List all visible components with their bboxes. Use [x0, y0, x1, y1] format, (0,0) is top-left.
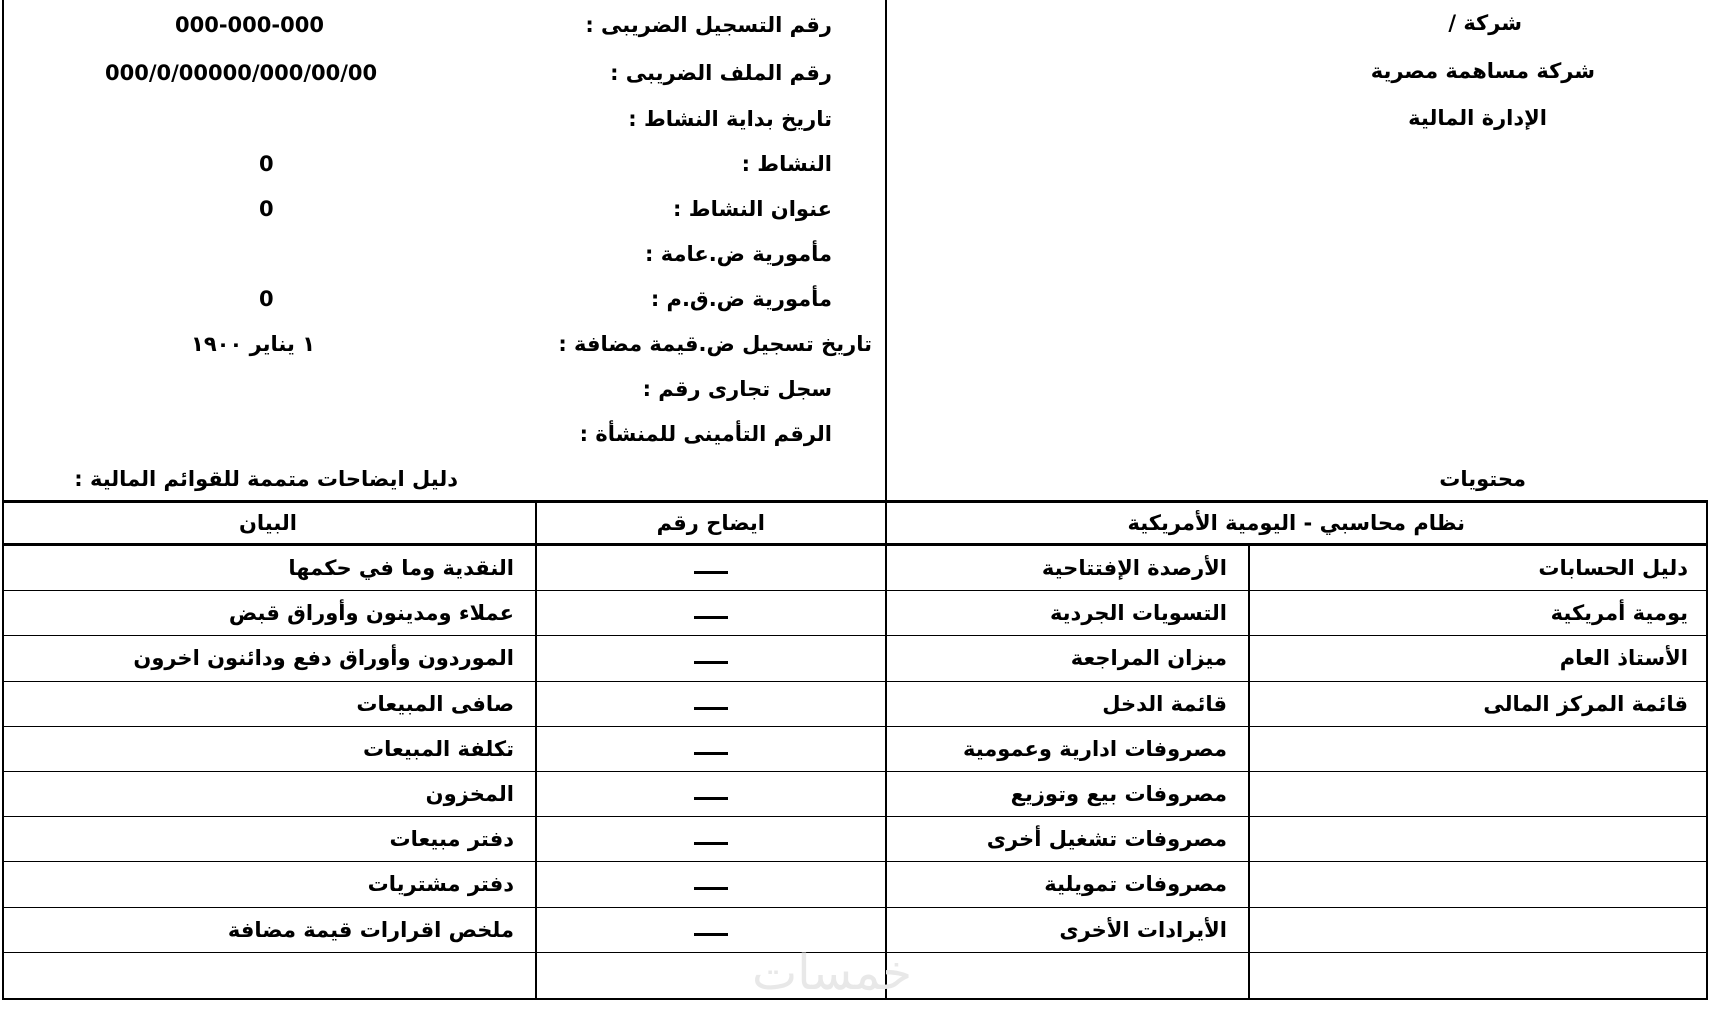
guide-title: دليل ايضاحات متممة للقوائم المالية :: [74, 467, 458, 491]
note-item: صافى المبيعات: [356, 691, 514, 716]
system-column-divider: [1248, 545, 1250, 1000]
row-line: [2, 816, 1708, 817]
info-label: النشاط :: [741, 152, 832, 176]
right-border: [1706, 500, 1708, 1000]
row-line: [2, 635, 1708, 636]
system-item: مصروفات تشغيل أخرى: [986, 827, 1227, 852]
department: الإدارة المالية: [1408, 106, 1547, 130]
info-label: رقم التسجيل الضريبى :: [585, 13, 832, 37]
row-line: [2, 681, 1708, 682]
info-value: ١ يناير ١٩٠٠: [191, 332, 316, 356]
note-item: دفتر مشتريات: [367, 872, 514, 897]
system-item: الأرصدة الإفتتاحية: [1041, 556, 1227, 580]
system-item: دليل الحسابات: [1538, 556, 1688, 580]
system-item: يومية أمريكية: [1550, 601, 1688, 626]
row-line: [2, 771, 1708, 772]
watermark: خمسات: [752, 945, 913, 1001]
info-label: الرقم التأمينى للمنشأة :: [579, 422, 832, 446]
note-item: الموردون وأوراق دفع ودائنون اخرون: [133, 646, 514, 671]
note-item: ملخص اقرارات قيمة مضافة: [227, 917, 514, 942]
note-item: تكلفة المبيعات: [363, 736, 514, 761]
system-item: قائمة المركز المالى: [1483, 691, 1688, 716]
info-label: عنوان النشاط :: [673, 197, 832, 221]
note-number-dash: [694, 752, 728, 755]
system-item: التسويات الجردية: [1049, 601, 1227, 626]
company-name: شركة /: [1448, 11, 1522, 35]
info-value: 0: [259, 197, 274, 221]
contents-title: محتويات: [1439, 467, 1526, 491]
info-label: رقم الملف الضريبى :: [610, 61, 832, 85]
system-header: نظام محاسبي - اليومية الأمريكية: [1127, 511, 1465, 535]
note-number-dash: [694, 571, 728, 574]
info-value: 0: [259, 152, 274, 176]
column-header-line: [2, 543, 1708, 546]
system-item: مصروفات ادارية وعمومية: [962, 736, 1227, 761]
note-number-dash: [694, 933, 728, 936]
info-label: مأمورية ض.ق.م :: [650, 287, 832, 311]
company-type: شركة مساهمة مصرية: [1370, 59, 1595, 83]
system-item: ميزان المراجعة: [1070, 646, 1227, 671]
note-number-header: ايضاح رقم: [656, 511, 765, 535]
header-bottom-line: [2, 500, 1708, 503]
statement-header: البيان: [238, 511, 297, 535]
note-item: دفتر مبيعات: [389, 827, 514, 852]
system-item: مصروفات تمويلية: [1044, 872, 1227, 897]
info-value: 000-000-000: [175, 13, 324, 37]
note-number-dash: [694, 797, 728, 800]
note-number-dash: [694, 616, 728, 619]
notes-column-divider: [535, 501, 537, 1000]
row-line: [2, 861, 1708, 862]
note-number-dash: [694, 707, 728, 710]
info-label: مأمورية ض.عامة :: [645, 242, 832, 266]
system-item: مصروفات بيع وتوزيع: [1010, 782, 1227, 806]
note-item: المخزون: [425, 782, 514, 806]
info-value: 000/0/00000/000/00/00: [105, 61, 378, 85]
system-item: الأستاذ العام: [1559, 646, 1688, 671]
info-label: تاريخ تسجيل ض.قيمة مضافة :: [558, 332, 872, 356]
note-item: عملاء ومدينون وأوراق قبض: [228, 601, 514, 626]
system-item: الأيرادات الأخرى: [1059, 917, 1227, 942]
row-line: [2, 726, 1708, 727]
note-number-dash: [694, 887, 728, 890]
note-number-dash: [694, 842, 728, 845]
note-number-dash: [694, 661, 728, 664]
note-item: النقدية وما في حكمها: [288, 556, 514, 580]
info-label: تاريخ بداية النشاط :: [628, 107, 832, 131]
info-value: 0: [259, 287, 274, 311]
row-line: [2, 590, 1708, 591]
system-item: قائمة الدخل: [1102, 691, 1227, 716]
info-label: سجل تجارى رقم :: [642, 377, 832, 401]
row-line: [2, 907, 1708, 908]
